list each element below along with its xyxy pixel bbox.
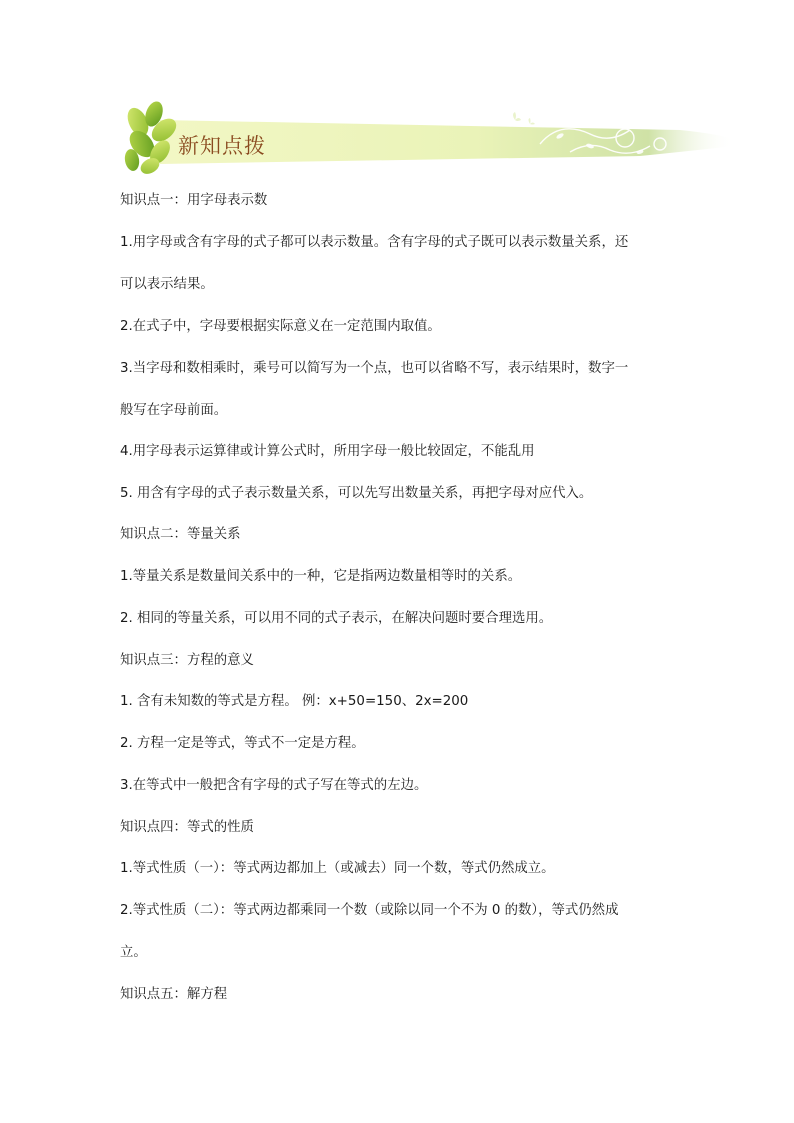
- paragraph-line: 4.用字母表示运算律或计算公式时，所用字母一般比较固定，不能乱用: [120, 444, 535, 459]
- paragraph-line: 2.在式子中，字母要根据实际意义在一定范围内取值。: [120, 319, 441, 334]
- paragraph-line: 般写在字母前面。: [120, 403, 228, 418]
- paragraph-line: 立。: [120, 945, 147, 960]
- paragraph-line: 3.当字母和数相乘时，乘号可以简写为一个点，也可以省略不写，表示结果时，数字一: [120, 361, 629, 376]
- paragraph-line: 5. 用含有字母的式子表示数量关系，可以先写出数量关系，再把字母对应代入。: [120, 486, 593, 501]
- heading-knowledge-point-4: 知识点四：等式的性质: [120, 820, 254, 835]
- paragraph-line: 2. 方程一定是等式，等式不一定是方程。: [120, 736, 365, 751]
- paragraph-line: 可以表示结果。: [120, 277, 214, 292]
- paragraph-line: 3.在等式中一般把含有字母的式子写在等式的左边。: [120, 778, 428, 793]
- heading-knowledge-point-3: 知识点三：方程的意义: [120, 653, 254, 668]
- heading-knowledge-point-5: 知识点五：解方程: [120, 987, 228, 1002]
- paragraph-line: 2.等式性质（二）：等式两边都乘同一个数（或除以同一个不为 0 的数），等式仍然成: [120, 903, 619, 918]
- paragraph-line: 1.用字母或含有字母的式子都可以表示数量。含有字母的式子既可以表示数量关系，还: [120, 235, 629, 250]
- banner-title: 新知点拨: [178, 134, 266, 158]
- heading-knowledge-point-2: 知识点二：等量关系: [120, 527, 241, 542]
- heading-knowledge-point-1: 知识点一：用字母表示数: [120, 193, 268, 208]
- paragraph-line: 2. 相同的等量关系，可以用不同的式子表示，在解决问题时要合理选用。: [120, 611, 553, 626]
- paragraph-line: 1. 含有未知数的等式是方程。 例：x+50=150、2x=200: [120, 694, 469, 709]
- section-banner: [120, 100, 735, 176]
- paragraph-line: 1.等量关系是数量间关系中的一种，它是指两边数量相等时的关系。: [120, 569, 522, 584]
- paragraph-line: 1.等式性质（一）：等式两边都加上（或减去）同一个数，等式仍然成立。: [120, 861, 555, 876]
